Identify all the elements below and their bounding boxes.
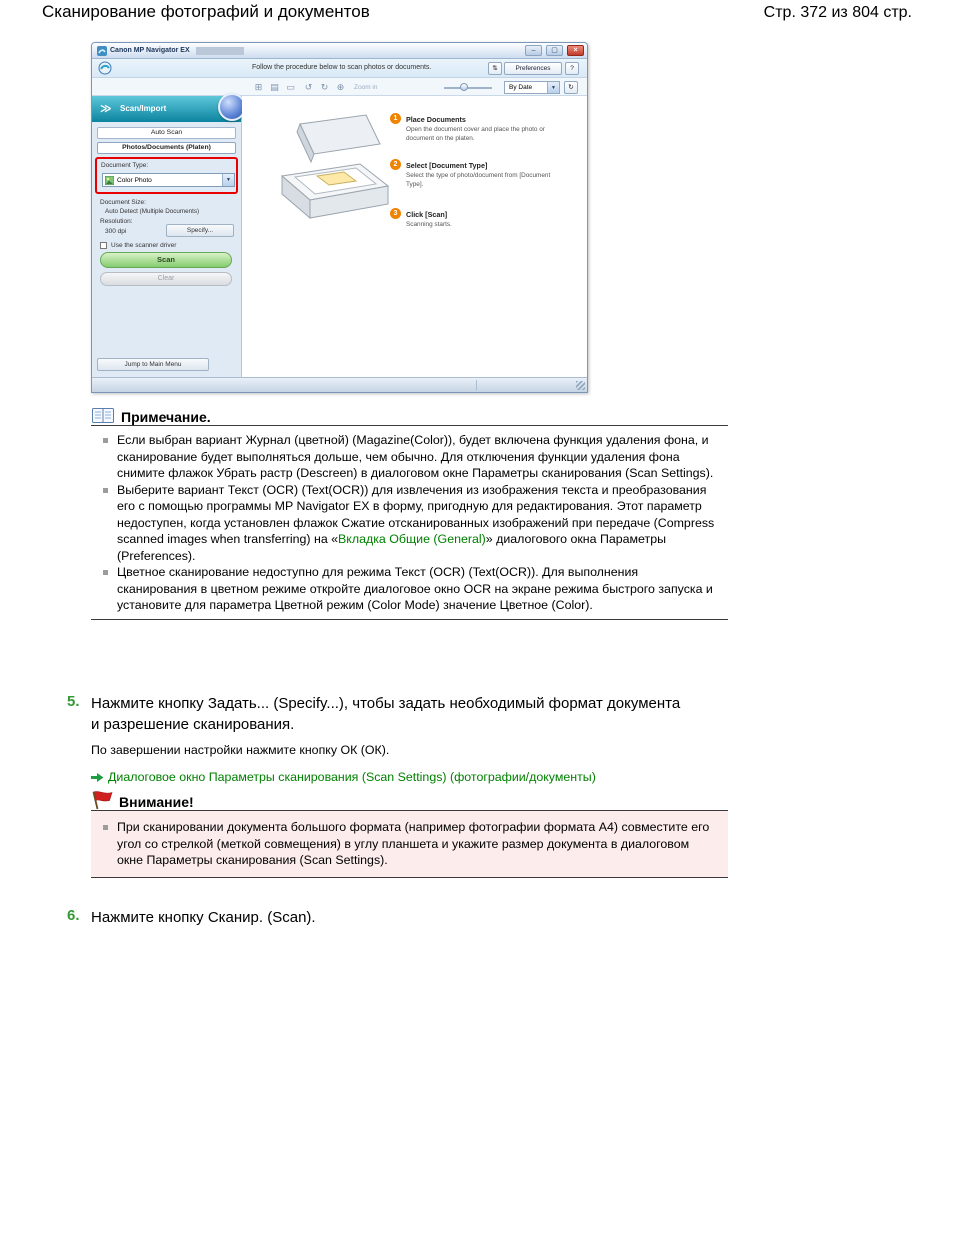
step-desc-1: Open the document cover and place the photo or document on the platen. — [406, 126, 545, 142]
note-item-text: Цветное сканирование недоступно для режима Текст (OCR) (Text(OCR)). Для выполнения сканирования в цветном режиме откройте диалоговое окно OCR на экране режима быстрого запуска и установите для параметра Цветной режим (Color Mode) значение Цветное (Color). — [117, 565, 713, 612]
minimize-button[interactable]: – — [525, 45, 542, 56]
scan-sidebar — [92, 96, 242, 378]
scan-import-icon: ≫ — [100, 103, 112, 115]
mp-navigator-logo-icon — [98, 61, 112, 75]
zoom-in-icon[interactable]: ⊕ — [336, 82, 345, 92]
thumbnail-size-slider[interactable] — [444, 87, 492, 89]
status-bar — [92, 377, 587, 392]
zoom-in-label: Zoom in — [354, 84, 378, 91]
note-item — [103, 432, 718, 482]
note-title: Примечание. — [121, 409, 211, 425]
resolution-label: Resolution: — [100, 218, 133, 225]
step-badge-2: 2 — [390, 159, 401, 170]
bullet-marker — [103, 570, 108, 575]
use-scanner-driver-label: Use the scanner driver — [111, 242, 177, 249]
warning-box — [91, 811, 728, 877]
document-type-label: Document Type: — [101, 162, 149, 169]
app-window — [91, 42, 588, 393]
slider-handle[interactable] — [460, 83, 468, 91]
scanner-illustration — [270, 112, 392, 240]
bullet-marker — [103, 438, 108, 443]
step-desc-3: Scanning starts. — [406, 221, 452, 228]
clear-button[interactable]: Clear — [100, 272, 232, 286]
resize-grip[interactable] — [576, 381, 585, 390]
procedure-pane — [242, 96, 587, 378]
specify-button[interactable]: Specify... — [166, 224, 234, 237]
warning-item-text: При сканировании документа большого формата (например фотографии формата A4) совместите его угол со стрелкой (меткой совмещения) в углу планшета и укажите размер документа в диалоговом окне Параметры сканирования (Scan Settings). — [117, 820, 710, 867]
note-item — [103, 564, 718, 614]
list-view-icon[interactable]: ▤ — [270, 82, 279, 92]
document-type-highlight — [95, 157, 238, 194]
step-5 — [67, 693, 747, 784]
document-type-value: Color Photo — [117, 177, 152, 184]
toolbar-view — [92, 78, 587, 96]
help-button[interactable]: ? — [565, 62, 579, 75]
sort-icon[interactable]: ⇅ — [488, 62, 502, 75]
toolbar-main — [92, 59, 587, 78]
rotate-right-icon[interactable]: ↻ — [320, 82, 329, 92]
step-badge-1: 1 — [390, 113, 401, 124]
app-icon — [97, 46, 107, 56]
crop-icon[interactable]: ▭ — [286, 82, 295, 92]
step-desc-2: Select the type of photo/document from [Document Type]. — [406, 172, 551, 188]
sort-by-dropdown[interactable] — [504, 81, 560, 94]
note-item-text — [117, 482, 718, 565]
step-6-text: Нажмите кнопку Сканир. (Scan). — [91, 909, 316, 926]
scan-button[interactable]: Scan — [100, 252, 232, 268]
page-title: Сканирование фотографий и документов — [42, 2, 370, 21]
step-title-2: Select [Document Type] — [406, 161, 488, 170]
titlebar-shaded-area — [196, 47, 244, 55]
color-photo-icon — [105, 176, 114, 185]
jump-to-main-menu-button[interactable]: Jump to Main Menu — [97, 358, 209, 371]
warning-title: Внимание! — [119, 794, 194, 810]
window-title: Canon MP Navigator EX — [110, 47, 190, 54]
warning-rule-bottom — [91, 877, 728, 878]
scan-settings-dialog-link[interactable]: Диалоговое окно Параметры сканирования (Scan Settings) (фотографии/документы) — [108, 770, 596, 784]
procedure-instruction: Follow the procedure below to scan photos or documents. — [252, 64, 432, 71]
warning-flag-icon — [91, 790, 113, 810]
step-title-3: Click [Scan] — [406, 210, 448, 219]
general-tab-link[interactable]: Вкладка Общие (General) — [338, 532, 486, 546]
step-badge-3: 3 — [390, 208, 401, 219]
warning-item — [103, 819, 718, 869]
page-number: Стр. 372 из 804 стр. — [763, 4, 912, 21]
scan-import-title: Scan/Import — [120, 104, 167, 113]
refresh-icon[interactable]: ↻ — [564, 81, 578, 94]
warning-section — [91, 790, 728, 878]
note-section — [91, 405, 728, 620]
tab-auto-scan[interactable]: Auto Scan — [97, 127, 236, 139]
green-arrow-icon — [91, 772, 104, 783]
rotate-left-icon[interactable]: ↺ — [304, 82, 313, 92]
preferences-button[interactable]: Preferences — [504, 62, 562, 75]
chevron-down-icon[interactable]: ▼ — [547, 82, 559, 93]
note-text-before-link: Выберите вариант Текст (OCR) (Text(OCR)) для извлечения из изображения текста и преобразования его с помощью программы MP Navigator EX в форму, пригодную для редактирования. Этот параметр недоступен, когда установлен флажок Сжатие отсканированных изображений при передаче (Compress scanned images when transferring) на « — [117, 482, 715, 546]
chevron-down-icon[interactable]: ▼ — [222, 174, 234, 186]
step-5-number: 5. — [67, 693, 80, 710]
document-size-value: Auto Detect (Multiple Documents) — [105, 208, 200, 215]
use-scanner-driver-checkbox[interactable] — [100, 242, 107, 249]
bullet-marker — [103, 825, 108, 830]
sort-by-value: By Date — [509, 84, 533, 91]
close-button[interactable]: × — [567, 45, 584, 56]
bullet-marker — [103, 488, 108, 493]
document-type-dropdown[interactable] — [102, 173, 235, 187]
note-text-after-link: » диалогового окна Параметры (Preferences). — [117, 532, 667, 563]
step-title-1: Place Documents — [406, 115, 466, 124]
note-item — [103, 482, 718, 565]
step-5-subtext: По завершении настройки нажмите кнопку ОК (ОК). — [91, 743, 390, 757]
resolution-value: 300 dpi — [105, 228, 127, 235]
note-item-text: Если выбран вариант Журнал (цветной) (Magazine(Color)), будет включена функция удаления фона, и сканирование будет выполняться дольше, чем обычно. Для отключения функции удаления фона снимите флажок Убрать растр (Descreen) в диалоговом окне Параметры сканирования (Scan Settings). — [117, 433, 714, 480]
note-icon — [91, 407, 115, 425]
tab-photos-documents[interactable]: Photos/Documents (Platen) — [97, 142, 236, 154]
thumbnail-view-icon[interactable]: ⊞ — [254, 82, 263, 92]
document-size-label: Document Size: — [100, 199, 146, 206]
note-rule-bottom — [91, 619, 728, 620]
window-titlebar — [92, 43, 587, 59]
step-6-number: 6. — [67, 907, 80, 924]
status-divider — [476, 380, 477, 390]
step-5-text: Нажмите кнопку Задать... (Specify...), чтобы задать необходимый формат документа и разрешение сканирования. — [91, 695, 681, 733]
step-6 — [67, 907, 747, 928]
maximize-button[interactable]: ▢ — [546, 45, 563, 56]
